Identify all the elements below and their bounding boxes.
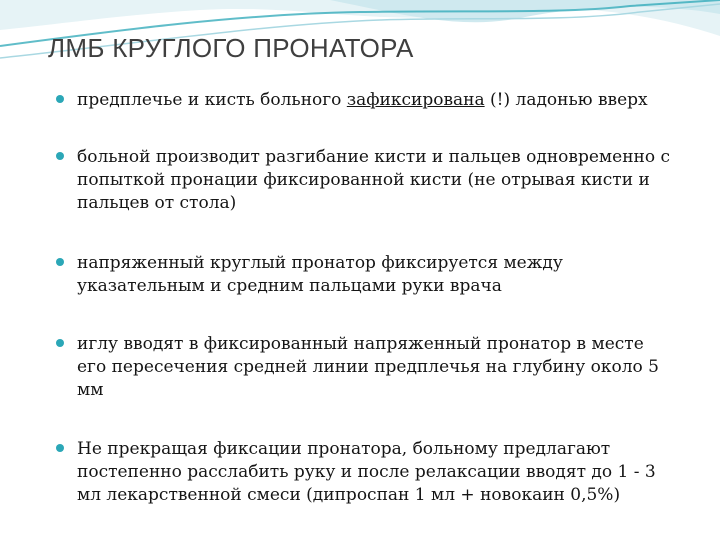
bullet-icon [56,95,64,103]
list-item [56,333,696,402]
bullet-text: напряженный круглый пронатор фиксируется между указательным и средним пальцами руки врача [77,253,563,296]
list-item [56,438,696,507]
list-item [56,89,696,112]
list-item [56,252,696,298]
bullet-text: иглу вводят в фиксированный напряженный пронатор в месте его пересечения средней линии предплечья на глубину около 5 мм [77,334,659,400]
bullet-text [77,89,696,112]
bullet-text-part: (!) ладонью вверх [484,90,648,110]
slide-title: ЛМБ КРУГЛОГО ПРОНАТОРА [48,33,414,63]
bullet-text-part: предплечье и кисть больного [77,90,347,110]
bullet-icon [56,258,64,266]
bullet-text: больной производит разгибание кисти и пальцев одновременно с попыткой пронации фиксированной кисти (не отрывая кисти и пальцев от стола) [77,147,671,213]
list-item [56,146,696,215]
bullet-icon [56,152,64,160]
bullet-icon [56,444,64,452]
underlined-word: зафиксирована [346,90,485,110]
bullet-icon [56,339,64,347]
bullet-text: Не прекращая фиксации пронатора, больному предлагают постепенно расслабить руку и после релаксации вводят до 1 - 3 мл лекарственной смеси (дипроспан 1 мл + новокаин 0,5%) [77,439,656,505]
